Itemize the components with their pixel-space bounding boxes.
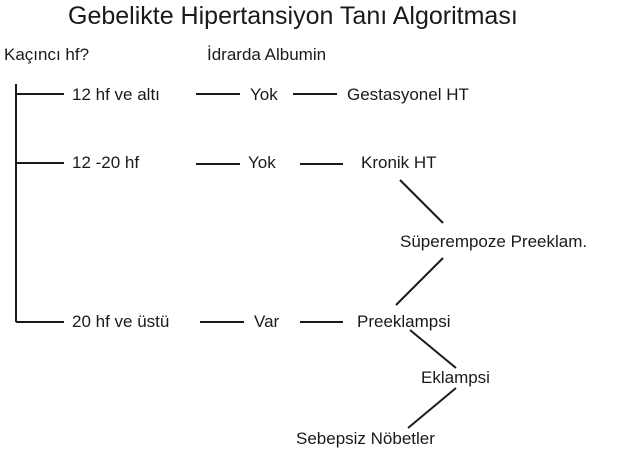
- header-week: Kaçıncı hf?: [4, 45, 90, 64]
- header-albumin: İdrarda Albumin: [207, 45, 327, 64]
- connector-preeklampsi-to-eklampsi: [410, 330, 456, 368]
- outcome-unexplained-seizures: Sebepsiz Nöbetler: [296, 429, 435, 448]
- row-3-week: 20 hf ve üstü: [72, 312, 170, 331]
- row-1-week: 12 hf ve altı: [72, 85, 160, 104]
- connector-kronik-to-superimposed: [400, 180, 443, 223]
- outcome-superimposed-preeclampsia: Süperempoze Preeklam.: [400, 232, 588, 251]
- diagram-title: Gebelikte Hipertansiyon Tanı Algoritması: [68, 2, 518, 30]
- row-2-week: 12 -20 hf: [72, 153, 140, 172]
- connector-eklampsi-to-seizures: [408, 388, 456, 428]
- row-1-diagnosis: Gestasyonel HT: [347, 85, 469, 104]
- row-2-diagnosis: Kronik HT: [361, 153, 437, 172]
- row-3-diagnosis: Preeklampsi: [357, 312, 451, 331]
- row-3-albumin: Var: [254, 312, 280, 331]
- row-2-albumin: Yok: [248, 153, 276, 172]
- outcome-eclampsia: Eklampsi: [421, 368, 490, 387]
- row-1-albumin: Yok: [250, 85, 278, 104]
- connector-superimposed-to-preeklampsi: [396, 258, 443, 305]
